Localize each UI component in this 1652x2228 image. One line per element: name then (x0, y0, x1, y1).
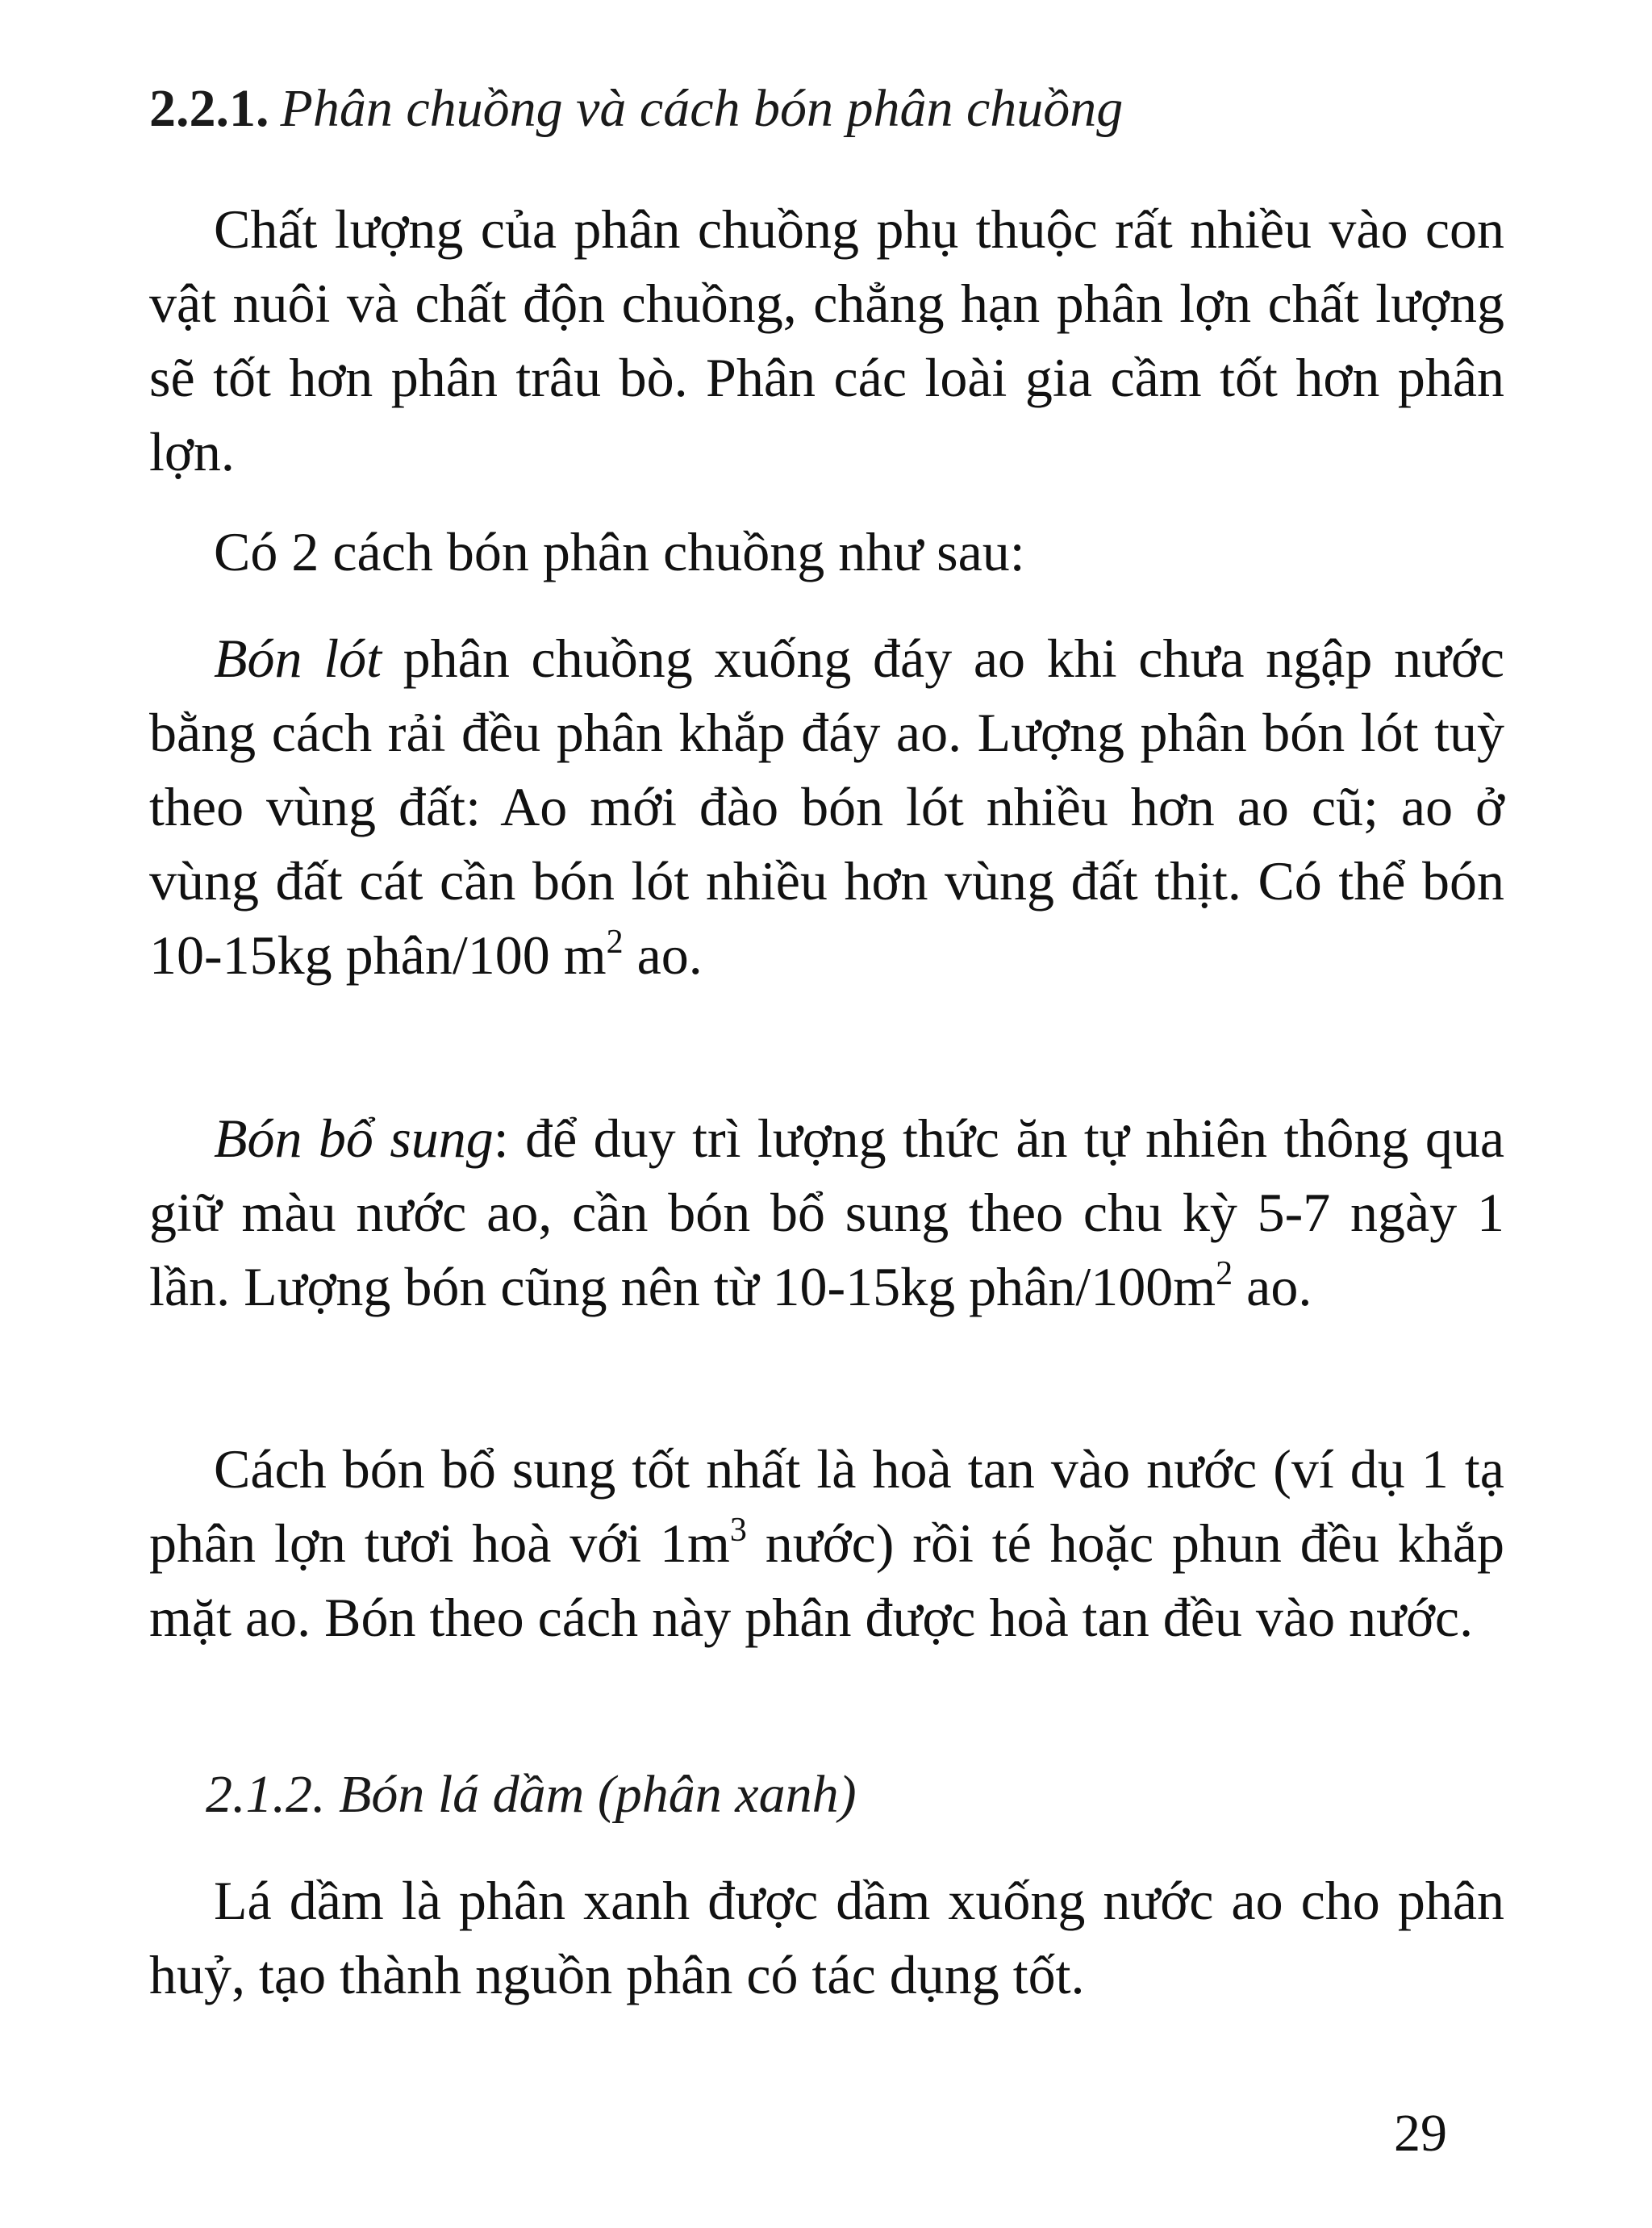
section-heading-2-2-1 (149, 77, 1504, 141)
paragraph-base-fertilizing (149, 621, 1504, 992)
paragraph-best-method (149, 1432, 1504, 1654)
paragraph-base-fertilizing-text: phân chuồng xuống đáy ao khi chưa ngập nước bằng cách rải đều phân khắp đáy ao. Lượng phân bón lót tuỳ theo vùng đất: Ao mới đào bón lót nhiều hơn ao cũ; ao ở vùng đất cát cần bón lót nhiều hơn vùng đất thịt. Có thể bón 10-15kg phân/100 m (149, 628, 1505, 986)
paragraph-manure-quality: Chất lượng của phân chuồng phụ thuộc rất nhiều vào con vật nuôi và chất độn chuồng, chẳng hạn phân lợn chất lượng sẽ tốt hơn phân trâu bò. Phân các loài gia cầm tốt hơn phân lợn. (149, 198, 1504, 482)
section-heading-text: Phân chuồng và cách bón phân chuồng (280, 79, 1124, 138)
paragraph-best-method-end: nước) rồi té hoặc phun đều khắp mặt ao. Bón theo cách này phân được hoà tan đều vào nước. (149, 1512, 1504, 1648)
section-heading-2-1-2: 2.1.2. Bón lá dầm (phân xanh) (206, 1765, 857, 1824)
paragraph-supplementary-end: ao. (1233, 1256, 1312, 1317)
term-bon-lot: Bón lót (214, 628, 382, 689)
paragraph-supplementary-text: : để duy trì lượng thức ăn tự nhiên thông qua giữ màu nước ao, cần bón bổ sung theo chu kỳ 5-7 ngày 1 lần. Lượng bón cũng nên từ 10-15kg phân/100m (149, 1108, 1504, 1317)
paragraph-best-method-text: Cách bón bổ sung tốt nhất là hoà tan vào nước (ví dụ 1 tạ phân lợn tươi hoà với 1m (149, 1438, 1504, 1574)
paragraph-base-fertilizing-end: ao. (623, 924, 703, 986)
term-bon-bo-sung: Bón bổ sung (214, 1108, 494, 1169)
paragraph-green-manure: Lá dầm là phân xanh được dầm xuống nước ao cho phân huỷ, tạo thành nguồn phân có tác dụng tốt. (149, 1870, 1504, 2005)
paragraph-supplementary-fertilizing (149, 1101, 1504, 1324)
page-number: 29 (1394, 2104, 1447, 2163)
superscript: 3 (729, 1512, 747, 1549)
paragraph-two-methods: Có 2 cách bón phân chuồng như sau: (214, 521, 1025, 582)
superscript: 2 (1216, 1255, 1233, 1292)
section-heading-number: 2.2.1. (149, 79, 269, 138)
superscript: 2 (606, 924, 624, 961)
